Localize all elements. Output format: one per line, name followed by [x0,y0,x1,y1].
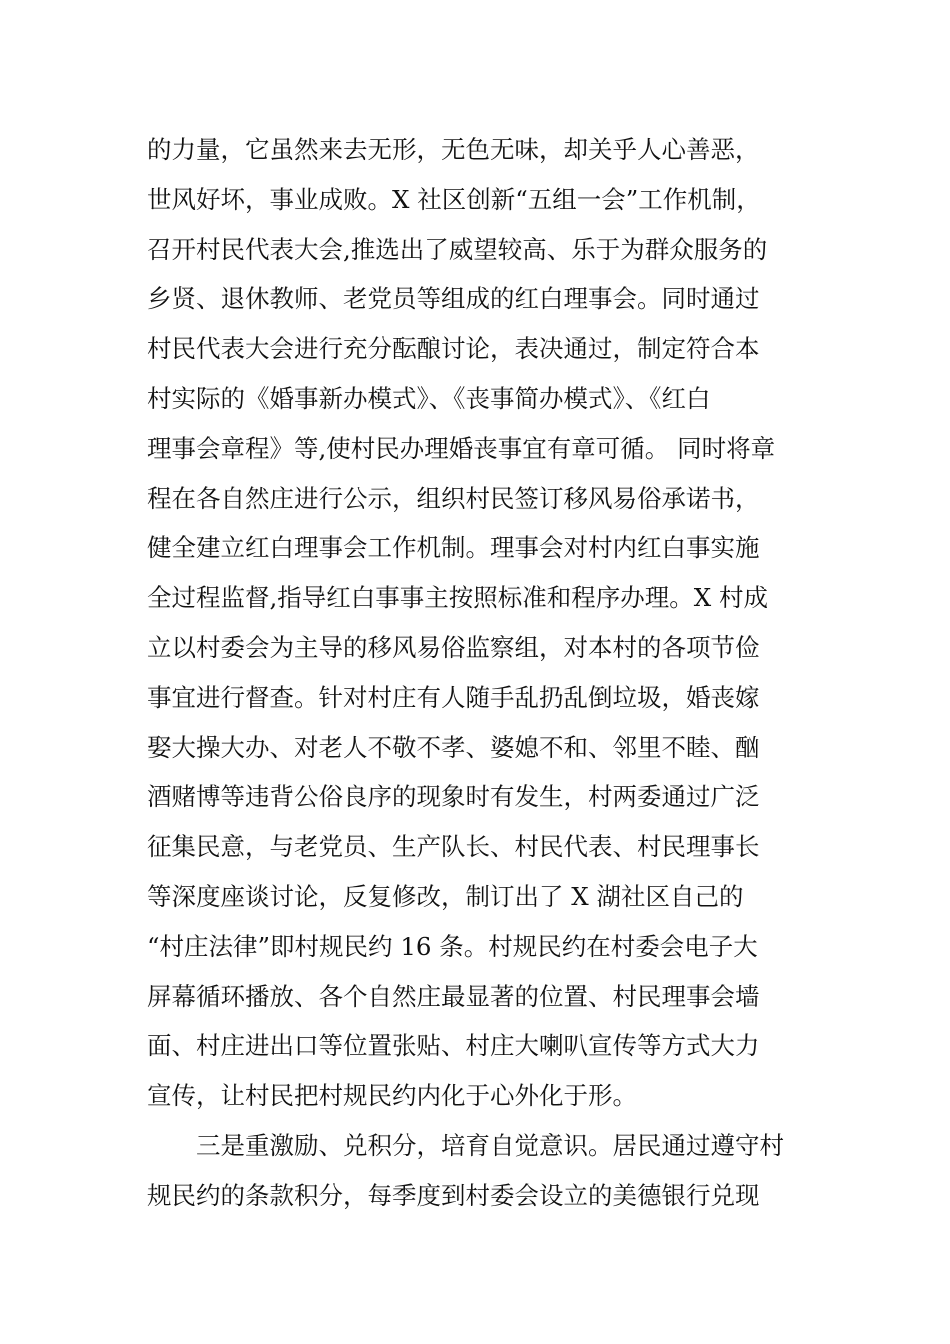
text-line: 理事会章程》等,使村民办理婚丧事宜有章可循。 同时将章 [147,433,776,463]
text-line: 村实际的《婚事新办模式》、《丧事简办模式》、《红白 [147,383,711,413]
text-line: 的力量，它虽然来去无形，无色无味，却关乎人心善恶， [147,135,760,164]
text-line: 全过程监督,指导红白事事主按照标准和程序办理。X 村成 [147,583,769,613]
text-line: 世风好坏，事业成败。X 社区创新“五组一会”工作机制， [147,184,761,214]
text-line: 面、村庄进出口等位置张贴、村庄大喇叭宣传等方式大力 [147,1031,760,1061]
text-line: 宣传，让村民把村规民约内化于心外化于形。 [147,1081,637,1111]
text-line: 屏幕循环播放、各个自然庄最显著的位置、村民理事会墙 [147,981,760,1011]
text-line: 乡贤、退休教师、老党员等组成的红白理事会。同时通过 [147,284,760,314]
text-line: 等深度座谈讨论，反复修改，制订出了 X 湖社区自己的 [147,881,744,911]
paragraph-start-line: 三是重激励、兑积分，培育自觉意识。居民通过遵守村 [196,1130,784,1160]
text-line: “村庄法律”即村规民约 16 条。村规民约在村委会电子大 [147,931,758,961]
text-line: 村民代表大会进行充分酝酿讨论，表决通过，制定符合本 [147,334,760,364]
text-line: 立以村委会为主导的移风易俗监察组，对本村的各项节俭 [147,632,760,662]
document-body [147,125,807,1221]
text-line: 规民约的条款积分，每季度到村委会设立的美德银行兑现 [147,1180,760,1210]
text-line: 征集民意，与老党员、生产队长、村民代表、村民理事长 [147,832,760,862]
text-line: 事宜进行督查。针对村庄有人随手乱扔乱倒垃圾，婚丧嫁 [147,682,760,712]
text-line: 程在各自然庄进行公示，组织村民签订移风易俗承诺书， [147,483,760,513]
text-line: 召开村民代表大会,推选出了威望较高、乐于为群众服务的 [147,234,768,264]
text-line: 酒赌博等违背公俗良序的现象时有发生，村两委通过广泛 [147,782,760,812]
text-line: 健全建立红白理事会工作机制。理事会对村内红白事实施 [147,533,760,563]
text-line: 娶大操大办、对老人不敬不孝、婆媳不和、邻里不睦、酗 [147,732,760,762]
